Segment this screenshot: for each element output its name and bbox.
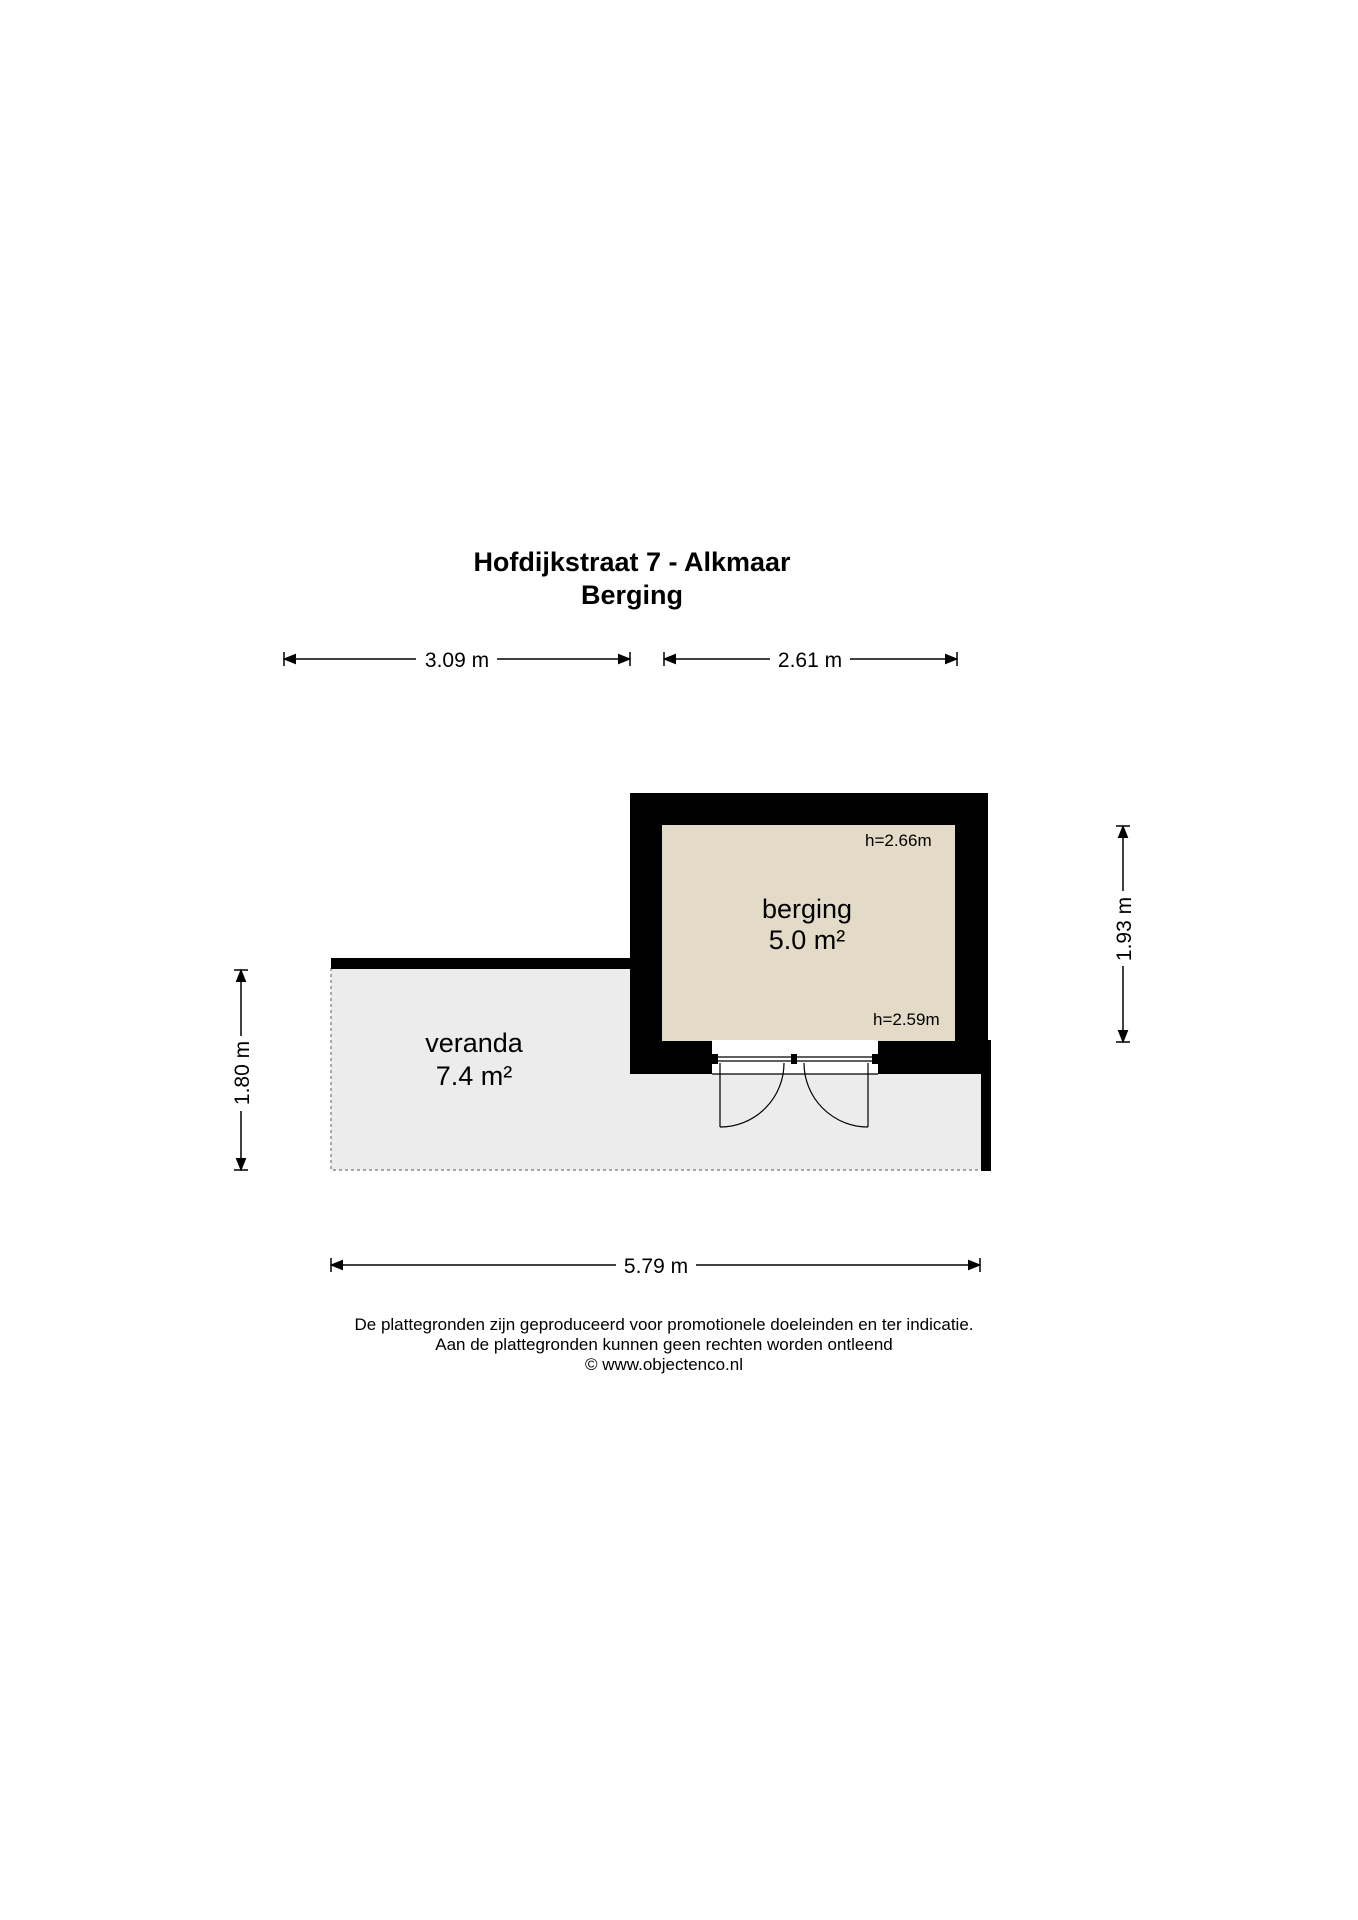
plan-subtitle: Berging [580,580,684,610]
dimension-right [1113,826,1136,1042]
dimension-top-left [284,649,630,672]
berging-name: berging [761,894,853,924]
dimension-right-label: 1.93 m [1113,896,1136,962]
dimension-top-right-label: 2.61 m [777,649,843,672]
berging-height-bottom: h=2.59m [873,1010,940,1029]
dimension-left-label: 1.80 m [231,1040,254,1106]
dimension-bottom [331,1255,980,1278]
berging-area: 5.0 m² [768,925,846,955]
dimension-bottom-label: 5.79 m [623,1255,689,1278]
dimension-left [231,970,254,1170]
veranda-top-wall [331,958,631,969]
veranda-name: veranda [425,1028,523,1058]
plan-title: Hofdijkstraat 7 - Alkmaar [473,547,791,577]
dimension-top-right [664,649,957,672]
berging-height-top: h=2.66m [865,831,932,850]
disclaimer-line-2: Aan de plattegronden kunnen geen rechten worden ontleend [435,1335,893,1354]
disclaimer-line-3: © www.objectenco.nl [584,1355,744,1374]
disclaimer-line-1: De plattegronden zijn geproduceerd voor promotionele doeleinden en ter indicatie. [354,1315,974,1334]
dimension-top-left-label: 3.09 m [424,649,490,672]
veranda-area: 7.4 m² [435,1061,513,1091]
